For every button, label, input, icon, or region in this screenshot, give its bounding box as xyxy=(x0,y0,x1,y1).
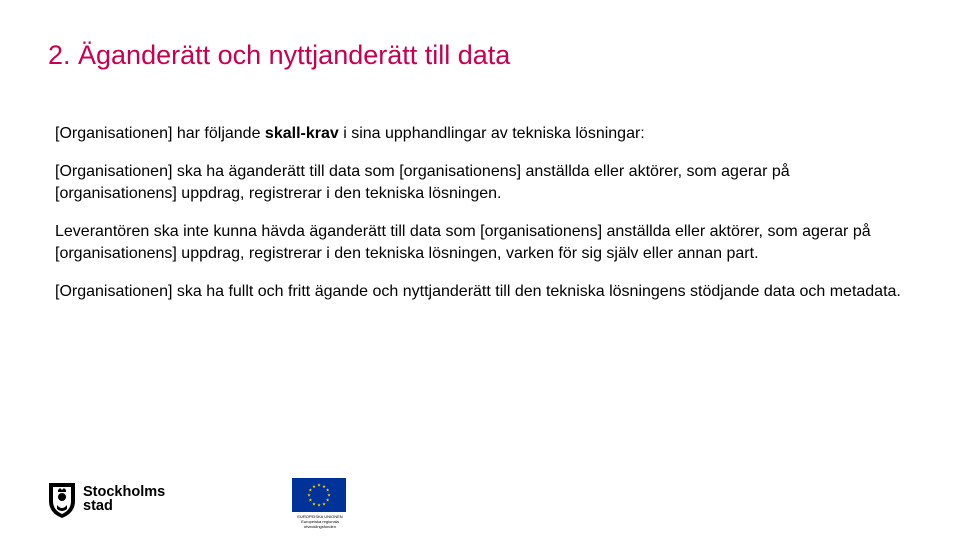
slide-body xyxy=(55,123,905,319)
eu-star-icon: ★ xyxy=(316,502,322,508)
eu-caption-line: EUROPEISKA UNIONEN xyxy=(297,514,343,519)
eu-star-icon: ★ xyxy=(325,487,330,493)
paragraph-ownership: [Organisationen] ska ha äganderätt till data som [organisationens] anställda eller aktörer, som agerar på [organisationens] uppdrag, registrerar i den tekniska lösningen. xyxy=(55,163,790,202)
eu-star-icon: ★ xyxy=(316,482,322,488)
eu-star-icon: ★ xyxy=(308,487,313,493)
eu-logo xyxy=(292,478,348,530)
crest-icon xyxy=(47,479,77,519)
wordmark-line: stad xyxy=(83,498,113,514)
eu-star-icon: ★ xyxy=(306,492,312,498)
stockholm-logo xyxy=(47,478,167,520)
paragraph-requirements-intro xyxy=(55,123,905,145)
paragraph-text: i sina upphandlingar av tekniska lösningar: xyxy=(338,125,645,142)
eu-flag-icon xyxy=(292,478,346,512)
eu-caption-line: utvecklingsfonden xyxy=(303,524,337,529)
eu-star-icon: ★ xyxy=(311,501,317,507)
paragraph-text: [Organisationen] har följande xyxy=(55,125,265,142)
eu-star-icon: ★ xyxy=(311,483,317,489)
wordmark-line: Stockholms xyxy=(83,484,166,500)
eu-caption xyxy=(292,514,348,529)
paragraph-metadata: [Organisationen] ska ha fullt och fritt ägande och nyttjanderätt till den tekniska lösningens stödjande data och metadata. xyxy=(55,283,901,300)
stockholm-wordmark xyxy=(83,485,165,513)
eu-star-icon: ★ xyxy=(308,497,313,503)
emphasis-text: skall-krav xyxy=(264,125,339,142)
eu-star-icon: ★ xyxy=(326,492,332,498)
eu-caption-line: Europeiska regionala xyxy=(301,519,339,524)
eu-star-icon: ★ xyxy=(321,483,327,489)
eu-star-icon: ★ xyxy=(321,501,327,507)
paragraph-supplier: Leverantören ska inte kunna hävda äganderätt till data som [organisationens] anställda eller aktörer, som agerar på [organisationens] uppdrag, registrerar i den tekniska lösningen, varken för sig själv eller annan part. xyxy=(55,223,871,262)
slide-title: 2. Äganderätt och nyttjanderätt till data xyxy=(48,40,511,70)
eu-star-icon: ★ xyxy=(325,497,330,503)
